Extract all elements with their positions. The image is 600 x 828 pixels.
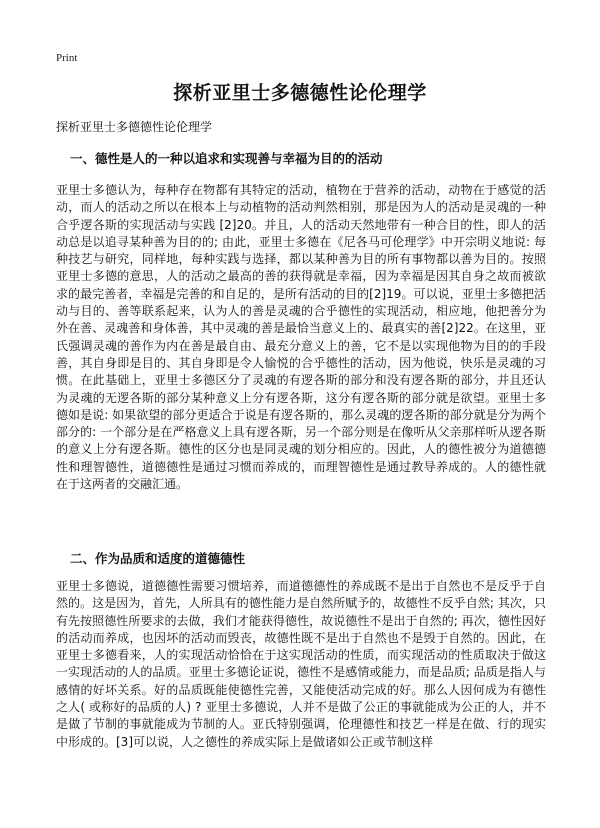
- page-title: 探析亚里士多德德性论伦理学: [173, 82, 427, 104]
- print-label: Print: [56, 52, 78, 64]
- section-paragraph-1: 亚里士多德认为，每种存在物都有其特定的活动，植物在于营养的活动，动物在于感觉的活动，而人的活动之所以在根本上与动植物的活动判然相别，那是因为人的活动是灵魂的一种合乎逻各斯的实现活动与实践 [2]20。并且，人的活动天然地带有一种合目的性，即人的活动总是以追寻某种善为目的的; 由此，亚里士多德在《尼各马可伦理学》中开宗明义地说: 每种技艺与研究，同样地，每种实践与选择，都以某种善为目的所有事物都以善为目的。按照亚里士多德的意思，人的活动之最高的善的获得就是幸福，因为幸福是因其自身之故而被欲求的最完善者，幸福是完善的和自足的，是所有活动的目的[2]19。可以说，亚里士多德把活动与目的、善等联系起来，认为人的善是灵魂的合乎德性的实现活动，相应地，他把善分为外在善、灵魂善和身体善，其中灵魂的善是最恰当意义上的、最真实的善[2]22。在这里，亚氏强调灵魂的善作为内在善是最自由、最充分意义上的善，它不是以实现他物为目的的手段善，其自身即是目的、其自身即是令人愉悦的合乎德性的活动，因为他说，快乐是灵魂的习惯。在此基础上，亚里士多德区分了灵魂的有逻各斯的部分和没有逻各斯的部分，并且还认为灵魂的无逻各斯的部分某种意义上分有逻各斯，这分有逻各斯的部分就是欲望。亚里士多德如是说: 如果欲望的部分更适合于说是有逻各斯的，那么灵魂的逻各斯的部分就是分为两个部分的: 一个部分是在严格意义上具有逻各斯，另一个部分则是在像听从父亲那样听从逻各斯的意义上分有逻各斯。德性的区分也是同灵魂的划分相应的。因此，人的德性被分为道德德性和理智德性，道德德性是通过习惯而养成的，而理智德性是通过教导养成的。人的德性就在于这两者的交融汇通。: [56, 183, 546, 492]
- section-heading-2: 二、作为品质和适度的道德德性: [70, 551, 246, 566]
- section-heading-1: 一、德性是人的一种以追求和实现善与幸福为目的的活动: [70, 151, 383, 166]
- document-subtitle: 探析亚里士多德德性论伦理学: [56, 120, 213, 134]
- section-paragraph-2: 亚里士多德说，道德德性需要习惯培养，而道德德性的养成既不是出于自然也不是反乎于自然的。这是因为，首先，人所具有的德性能力是自然所赋予的，故德性不反乎自然; 其次，只有先按照德性所要求的去做，我们才能获得德性，故说德性不是出于自然的; 再次，德性因好的活动而养成，也因坏的活动而毁丧，故德性既不是出于自然也不是毁于自然的。因此，在亚里士多德看来，人的实现活动恰恰在于这实现活动的性质，而实现活动的性质取决于做这一实现活动的人的品质。亚里士多德论证说，德性不是感情或能力，而是品质; 品质是指人与感情的好坏关系。好的品质既能使德性完善，又能使活动完成的好。那么人因何成为有德性之人( 或称好的品质的人) ? 亚里士多德说，人并不是做了公正的事就能成为公正的人，并不是做了节制的事就能成为节制的人。亚氏特别强调，伦理德性和技艺一样是在做、行的现实中形成的。[3]可以说，人之德性的养成实际上是做诸如公正或节制这样: [56, 579, 546, 749]
